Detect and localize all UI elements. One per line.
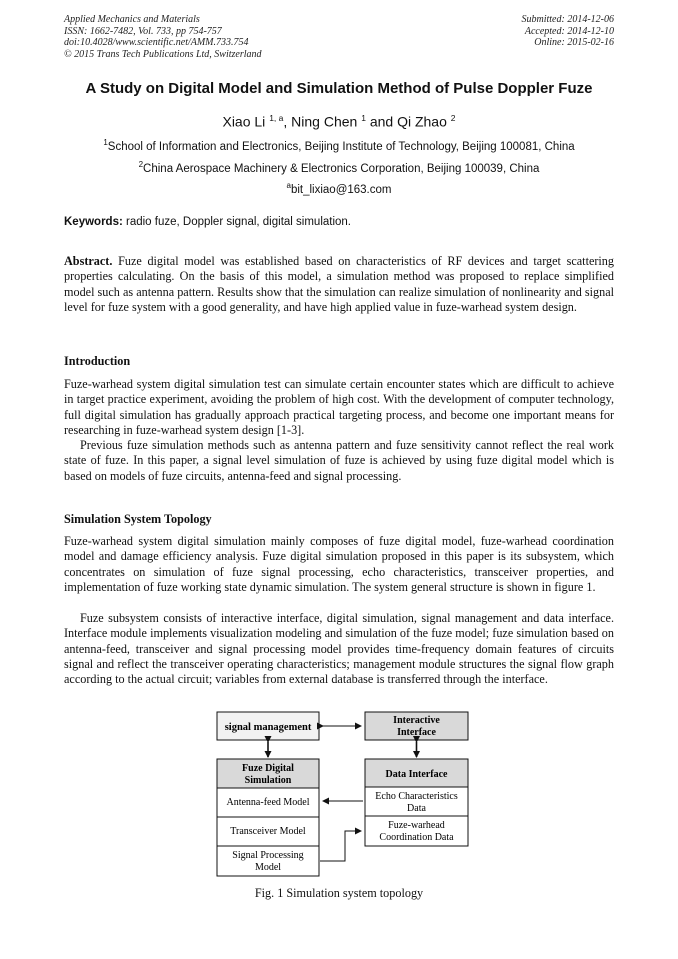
author-affil-mark: 1, a: [269, 113, 284, 123]
paper-title: A Study on Digital Model and Simulation Method of Pulse Doppler Fuze: [85, 80, 593, 97]
affiliation-mark: 1: [103, 138, 108, 147]
topology-paragraph-1: Fuze-warhead system digital simulation mainly composes of fuze digital model, fuze-warhead coordination model and damage efficiency analysis. Fuze digital simulation proposed in this paper is its subsystem, which concentrates on simulation of fuze signal processing, echo characteristics, transceiver properties, and implementation of fuze working state dynamic simulation. The system general structure is shown in figure 1.: [64, 534, 614, 594]
keywords-label: Keywords:: [64, 216, 123, 228]
affiliation-mark: a: [286, 181, 291, 190]
author-name: Qi Zhao: [397, 113, 447, 130]
interactive-interface-label-1: Interactive: [393, 715, 440, 726]
journal-name: Applied Mechanics and Materials: [64, 14, 200, 25]
submitted-date: Submitted: 2014-12-06: [521, 14, 614, 25]
affiliation-mark: 2: [138, 160, 144, 169]
intro-paragraph-2: Previous fuze simulation methods such as antenna pattern and fuze sensitivity cannot reflect the real work state of fuze. In this paper, a signal level simulation of fuze is achieved by using fuze digital model which is based on models of fuze circuits, antenna-feed and signal processing.: [64, 438, 614, 483]
abstract-text: Fuze digital model was established based on characteristics of RF devices and target scattering properties calculating. On the basis of this model, a simulation method was proposed to replace simplified model such as antenna pattern. Results show that the simulation can realize simulation of nonlinearity and signal level for fuze system with a good generality, and have high applied value in fuze-warhead system design.: [64, 254, 614, 314]
topology-paragraph-2: Fuze subsystem consists of interactive interface, digital simulation, signal management and data interface. Interface module implements visualization modeling and simulation of the fuze model; fuze simulation based on antenna-feed, transceiver and signal processing model provides time-frequency domain features of circuits signal and reflect the transceiver operating characteristics; management module structures the signal flow graph according to the actual circuit; variables from external database is transferred through the interface.: [64, 611, 614, 687]
interactive-interface-label-2: Interface: [397, 727, 436, 738]
figure-caption: Fig. 1 Simulation system topology: [254, 886, 424, 900]
author-name: Xiao Li: [222, 113, 266, 130]
echo-characteristics-data-label-1: Echo Characteristics: [375, 791, 458, 802]
fuze-warhead-coordination-data-label-1: Fuze-warhead: [388, 820, 445, 831]
author-email: bit_lixiao@163.com: [290, 183, 392, 196]
section-heading-topology: Simulation System Topology: [64, 512, 212, 526]
author-separator: and: [365, 113, 398, 130]
signal-processing-model-label-1: Signal Processing: [232, 850, 304, 861]
doi-line: doi:10.4028/www.scientific.net/AMM.733.754: [64, 37, 249, 48]
fuze-digital-simulation-label-2: Simulation: [244, 775, 292, 786]
author-name: Ning Chen: [291, 113, 358, 130]
keywords-text: radio fuze, Doppler signal, digital simulation.: [122, 216, 351, 228]
fuze-warhead-coordination-data-label-2: Coordination Data: [379, 832, 454, 843]
echo-characteristics-data-label-2: Data: [407, 803, 426, 814]
author-affil-mark: 1: [361, 113, 366, 123]
intro-paragraph-1: Fuze-warhead system digital simulation test can simulate certain encounter states which are difficult to achieve in target practice experiment, avoiding the problem of high cost. With the development of computer technology, full digital simulation has gradually approach practical targeting process, and become one important means for researching in fuze-warhead system design [1-3].: [64, 377, 614, 437]
antenna-feed-model-label: Antenna-feed Model: [226, 797, 310, 808]
fuze-digital-simulation-label-1: Fuze Digital: [242, 763, 294, 774]
author-separator: ,: [283, 113, 292, 130]
section-heading-introduction: Introduction: [64, 354, 131, 368]
transceiver-model-label: Transceiver Model: [230, 826, 306, 837]
abstract-label: Abstract.: [64, 254, 113, 268]
copyright-line: © 2015 Trans Tech Publications Ltd, Switzerland: [64, 48, 262, 60]
data-interface-label: Data Interface: [385, 769, 448, 780]
online-date: Online: 2015-02-16: [534, 37, 614, 48]
signal-management-label: signal management: [224, 722, 312, 733]
issn-line: ISSN: 1662-7482, Vol. 733, pp 754-757: [64, 25, 222, 37]
accepted-date: Accepted: 2014-12-10: [524, 25, 614, 37]
processing-to-coordination-arrow: [320, 831, 361, 861]
affiliation-text: School of Information and Electronics, Beijing Institute of Technology, Beijing 100081, China: [107, 140, 575, 153]
affiliation-text: China Aerospace Machinery & Electronics Corporation, Beijing 100039, China: [143, 162, 540, 175]
author-affil-mark: 2: [450, 113, 456, 123]
signal-processing-model-label-2: Model: [254, 862, 282, 873]
